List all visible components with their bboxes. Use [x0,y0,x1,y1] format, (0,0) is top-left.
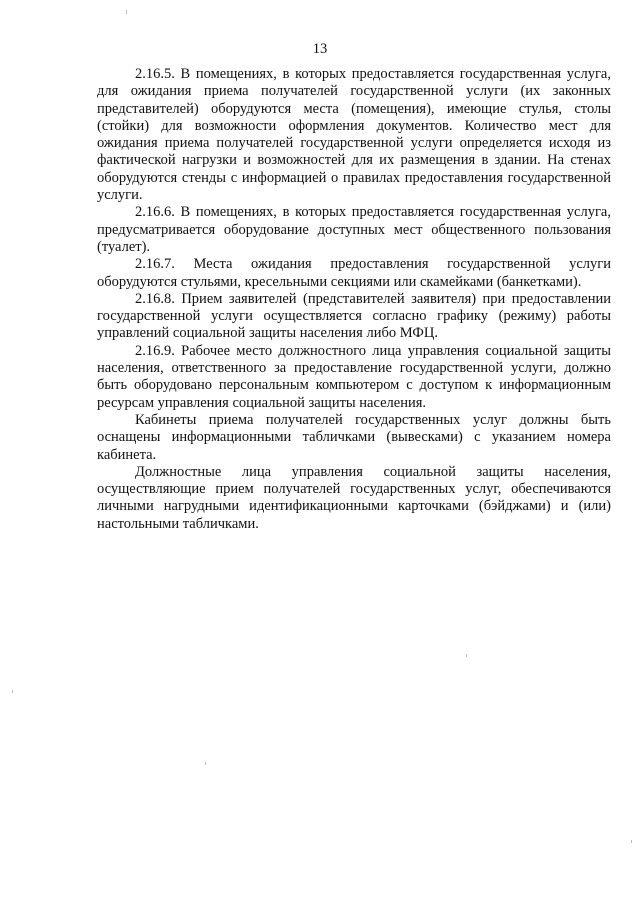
paragraph-2-16-8: 2.16.8. Прием заявителей (представителей заявителя) при предоставлении государственной услуги осуществляется согласно графику (режиму) работы управлений социальной защиты населения либо МФЦ. [97,290,611,342]
paragraph-offices-signage: Кабинеты приема получателей государственных услуг должны быть оснащены информационными табличками (вывесками) с указанием номера кабинета. [97,411,611,463]
paragraph-2-16-6: 2.16.6. В помещениях, в которых предоставляется государственная услуга, предусматривается оборудование доступных мест общественного пользования (туалет). [97,204,611,255]
paragraph-2-16-9: 2.16.9. Рабочее место должностного лица управления социальной защиты населения, ответственного за предоставление государственной услуги, должно быть оборудовано персональным компьютером с доступом к информационным ресурсам управления социальной защиты населения. [97,342,611,411]
paragraph-2-16-7: 2.16.7. Места ожидания предоставления государственной услуги оборудуются стульями, кресельными секциями или скамейками (банкетками). [97,256,611,290]
scan-speck [205,762,206,765]
paragraph-staff-badges: Должностные лица управления социальной защиты населения, осуществляющие прием получателей государственных услуг, обеспечиваются личными нагрудными идентификационными карточками (бэйджами) и (или) настольными табличками. [97,463,611,532]
scan-speck [126,10,127,14]
page-number: 13 [312,41,328,57]
scan-speck [466,654,467,657]
scan-speck [12,690,13,693]
scan-speck [631,840,632,843]
document-body [97,66,611,533]
paragraph-2-16-5: 2.16.5. В помещениях, в которых предоставляется государственная услуга, для ожидания приема получателей государственной услуги (их законных представителей) оборудуются места (помещения), имеющие стулья, столы (стойки) для возможности оформления документов. Количество мест для ожидания приема получателей государственной услуги определяется исходя из фактической нагрузки и возможностей для их размещения в здании. На стенах оборудуются стенды с информацией о правилах предоставления государственной услуги. [97,66,611,204]
